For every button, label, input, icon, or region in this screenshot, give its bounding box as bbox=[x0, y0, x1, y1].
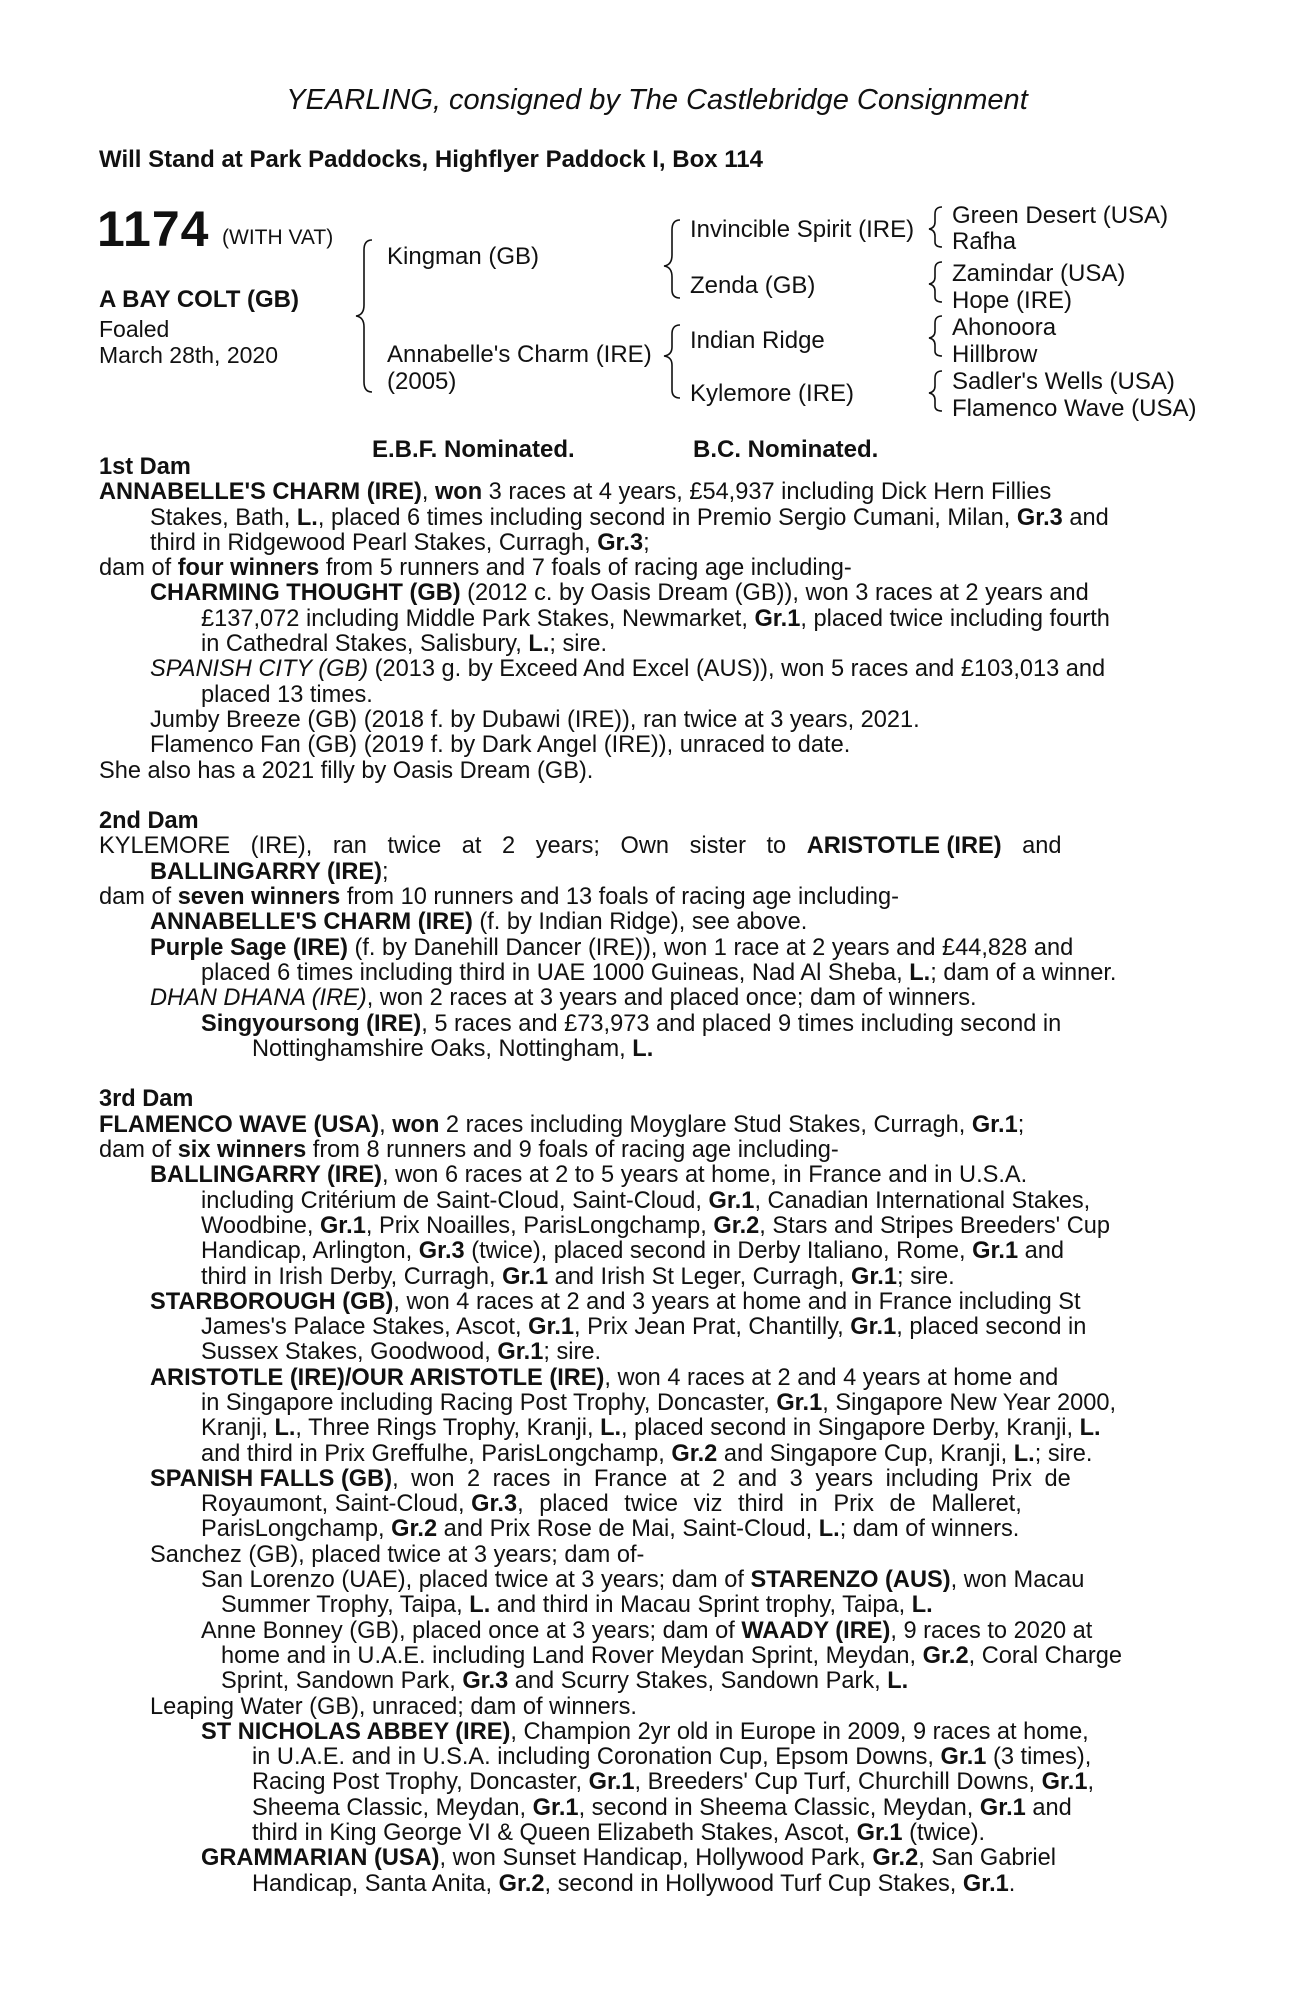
d1-line: She also has a 2021 filly by Oasis Dream (GB). bbox=[99, 757, 594, 784]
d2-line: placed 6 times including third in UAE 1000 Guineas, Nad Al Sheba, L.; dam of a winner. bbox=[201, 959, 1117, 986]
lot-description: A BAY COLT (GB) bbox=[99, 286, 300, 313]
d3-line: ST NICHOLAS ABBEY (IRE), Champion 2yr old in Europe in 2009, 9 races at home, bbox=[201, 1718, 1089, 1745]
d2-line: ANNABELLE'S CHARM (IRE) (f. by Indian Ridge), see above. bbox=[150, 909, 808, 936]
d3-line: Sussex Stakes, Goodwood, Gr.1; sire. bbox=[201, 1339, 602, 1366]
d3-line: third in Irish Derby, Curragh, Gr.1 and Irish St Leger, Curragh, Gr.1; sire. bbox=[201, 1263, 955, 1290]
pedigree-sire-sire: Invincible Spirit (IRE) bbox=[690, 216, 915, 243]
d1-line: Stakes, Bath, L., placed 6 times including second in Premio Sergio Cumani, Milan, Gr.3 and bbox=[150, 504, 1109, 531]
pedigree-sire-dam: Zenda (GB) bbox=[690, 272, 816, 299]
d1-line: Flamenco Fan (GB) (2019 f. by Dark Angel (IRE)), unraced to date. bbox=[150, 732, 851, 759]
d3-line: San Lorenzo (UAE), placed twice at 3 years; dam of STARENZO (AUS), won Macau bbox=[201, 1567, 1085, 1594]
ebf-nomination: E.B.F. Nominated. bbox=[372, 436, 575, 463]
d3-line: FLAMENCO WAVE (USA), won 2 races including Moyglare Stud Stakes, Curragh, Gr.1; bbox=[99, 1111, 1025, 1138]
d3-line: SPANISH FALLS (GB), won 2 races in France at 2 and 3 years including Prix de bbox=[150, 1465, 1071, 1492]
d3-line: Sheema Classic, Meydan, Gr.1, second in Sheema Classic, Meydan, Gr.1 and bbox=[252, 1794, 1072, 1821]
d3-line: Anne Bonney (GB), placed once at 3 years; dam of WAADY (IRE), 9 races to 2020 at bbox=[201, 1617, 1093, 1644]
foaled-date: March 28th, 2020 bbox=[99, 342, 279, 368]
d3-line: Racing Post Trophy, Doncaster, Gr.1, Breeders' Cup Turf, Churchill Downs, Gr.1, bbox=[252, 1769, 1095, 1796]
d3-line: in Singapore including Racing Post Trophy, Doncaster, Gr.1, Singapore New Year 2000, bbox=[201, 1389, 1117, 1416]
d2-line: KYLEMORE (IRE), ran twice at 2 years; Own sister to ARISTOTLE (IRE) and bbox=[99, 833, 1062, 860]
d3-line: Kranji, L., Three Rings Trophy, Kranji, L., placed second in Singapore Derby, Kranji, L. bbox=[201, 1415, 1101, 1442]
pedigree-dam-dam: Kylemore (IRE) bbox=[690, 380, 855, 407]
d1-line: dam of four winners from 5 runners and 7 foals of racing age including- bbox=[99, 555, 852, 582]
d3-line: Royaumont, Saint-Cloud, Gr.3, placed twice viz third in Prix de Malleret, bbox=[201, 1491, 1022, 1518]
bc-nomination: B.C. Nominated. bbox=[693, 436, 879, 463]
d1-line: £137,072 including Middle Park Stakes, Newmarket, Gr.1, placed twice including fourth bbox=[201, 605, 1110, 632]
first-dam-heading: 1st Dam bbox=[99, 454, 191, 480]
pedigree-gen3-4: Hope (IRE) bbox=[952, 287, 1073, 314]
d3-line: Woodbine, Gr.1, Prix Noailles, ParisLongchamp, Gr.2, Stars and Stripes Breeders' Cup bbox=[201, 1212, 1111, 1239]
d3-line: Sprint, Sandown Park, Gr.3 and Scurry Stakes, Sandown Park, L. bbox=[221, 1668, 909, 1695]
d1-line: CHARMING THOUGHT (GB) (2012 c. by Oasis Dream (GB)), won 3 races at 2 years and bbox=[150, 580, 1089, 607]
d1-line: SPANISH CITY (GB) (2013 g. by Exceed And Excel (AUS)), won 5 races and £103,013 and bbox=[150, 656, 1106, 683]
d2-line: Purple Sage (IRE) (f. by Danehill Dancer (IRE)), won 1 race at 2 years and £44,828 and bbox=[150, 934, 1074, 961]
catalogue-body bbox=[99, 455, 1199, 1897]
pedigree-dam-year: (2005) bbox=[387, 368, 457, 395]
d2-line: DHAN DHANA (IRE), won 2 races at 3 years and placed once; dam of winners. bbox=[150, 985, 977, 1012]
d3-line: ParisLongchamp, Gr.2 and Prix Rose de Mai, Saint-Cloud, L.; dam of winners. bbox=[201, 1516, 1020, 1543]
consignor-line: YEARLING, consigned by The Castlebridge Consignment bbox=[286, 84, 1028, 116]
d3-line: in U.A.E. and in U.S.A. including Coronation Cup, Epsom Downs, Gr.1 (3 times), bbox=[252, 1744, 1092, 1771]
d3-line: Sanchez (GB), placed twice at 3 years; dam of- bbox=[150, 1541, 645, 1568]
vat-note: (WITH VAT) bbox=[222, 226, 334, 249]
d3-line: BALLINGARRY (IRE), won 6 races at 2 to 5 years at home, in France and in U.S.A. bbox=[150, 1162, 1028, 1189]
pedigree-sire: Kingman (GB) bbox=[387, 243, 540, 270]
d3-line: GRAMMARIAN (USA), won Sunset Handicap, Hollywood Park, Gr.2, San Gabriel bbox=[201, 1845, 1056, 1872]
d1-line: Jumby Breeze (GB) (2018 f. by Dubawi (IRE)), ran twice at 3 years, 2021. bbox=[150, 706, 920, 733]
d1-line: third in Ridgewood Pearl Stakes, Curragh, Gr.3; bbox=[150, 529, 650, 556]
third-dam-heading: 3rd Dam bbox=[99, 1086, 194, 1113]
d3-line: James's Palace Stakes, Ascot, Gr.1, Prix Jean Prat, Chantilly, Gr.1, placed second in bbox=[201, 1314, 1087, 1341]
pedigree-gen3-8: Flamenco Wave (USA) bbox=[952, 395, 1197, 422]
pedigree-gen3-1: Green Desert (USA) bbox=[952, 202, 1169, 229]
d3-line: Handicap, Santa Anita, Gr.2, second in Hollywood Turf Cup Stakes, Gr.1. bbox=[252, 1870, 1016, 1897]
d3-line: STARBOROUGH (GB), won 4 races at 2 and 3 years at home and in France including St bbox=[150, 1288, 1081, 1315]
d1-line: ANNABELLE'S CHARM (IRE), won 3 races at 4 years, £54,937 including Dick Hern Fillies bbox=[99, 479, 1052, 506]
stand-location: Will Stand at Park Paddocks, Highflyer Paddock I, Box 114 bbox=[99, 146, 763, 173]
pedigree-dam: Annabelle's Charm (IRE) bbox=[387, 341, 652, 368]
d3-line: and third in Prix Greffulhe, ParisLongchamp, Gr.2 and Singapore Cup, Kranji, L.; sire. bbox=[201, 1440, 1093, 1467]
d3-line: including Critérium de Saint-Cloud, Saint-Cloud, Gr.1, Canadian International Stakes, bbox=[201, 1187, 1091, 1214]
pedigree-gen3-3: Zamindar (USA) bbox=[952, 260, 1126, 287]
foaled-label: Foaled bbox=[99, 316, 170, 342]
d3-line: Handicap, Arlington, Gr.3 (twice), placed second in Derby Italiano, Rome, Gr.1 and bbox=[201, 1238, 1064, 1265]
d2-line: BALLINGARRY (IRE); bbox=[150, 858, 389, 885]
pedigree-gen3-2: Rafha bbox=[952, 228, 1017, 255]
d2-line: Singyoursong (IRE), 5 races and £73,973 and placed 9 times including second in bbox=[201, 1010, 1062, 1037]
d3-line: home and in U.A.E. including Land Rover Meydan Sprint, Meydan, Gr.2, Coral Charge bbox=[221, 1642, 1123, 1669]
d3-line: dam of six winners from 8 runners and 9 foals of racing age including- bbox=[99, 1137, 839, 1164]
second-dam-heading: 2nd Dam bbox=[99, 808, 199, 835]
lot-number: 1174 bbox=[97, 201, 210, 257]
d3-line: Leaping Water (GB), unraced; dam of winners. bbox=[150, 1693, 637, 1720]
pedigree-gen3-5: Ahonoora bbox=[952, 314, 1057, 341]
pedigree-gen3-7: Sadler's Wells (USA) bbox=[952, 368, 1175, 395]
d3-line: third in King George VI & Queen Elizabeth Stakes, Ascot, Gr.1 (twice). bbox=[252, 1820, 986, 1847]
pedigree-gen3-6: Hillbrow bbox=[952, 341, 1038, 368]
d3-line: ARISTOTLE (IRE)/OUR ARISTOTLE (IRE), won 4 races at 2 and 4 years at home and bbox=[150, 1364, 1059, 1391]
d1-line: placed 13 times. bbox=[201, 681, 373, 708]
d3-line: Summer Trophy, Taipa, L. and third in Macau Sprint trophy, Taipa, L. bbox=[221, 1592, 933, 1619]
pedigree-dam-sire: Indian Ridge bbox=[690, 327, 825, 354]
d1-line: in Cathedral Stakes, Salisbury, L.; sire. bbox=[201, 631, 608, 658]
d2-line: dam of seven winners from 10 runners and 13 foals of racing age including- bbox=[99, 884, 900, 911]
d2-line: Nottinghamshire Oaks, Nottingham, L. bbox=[252, 1035, 654, 1062]
